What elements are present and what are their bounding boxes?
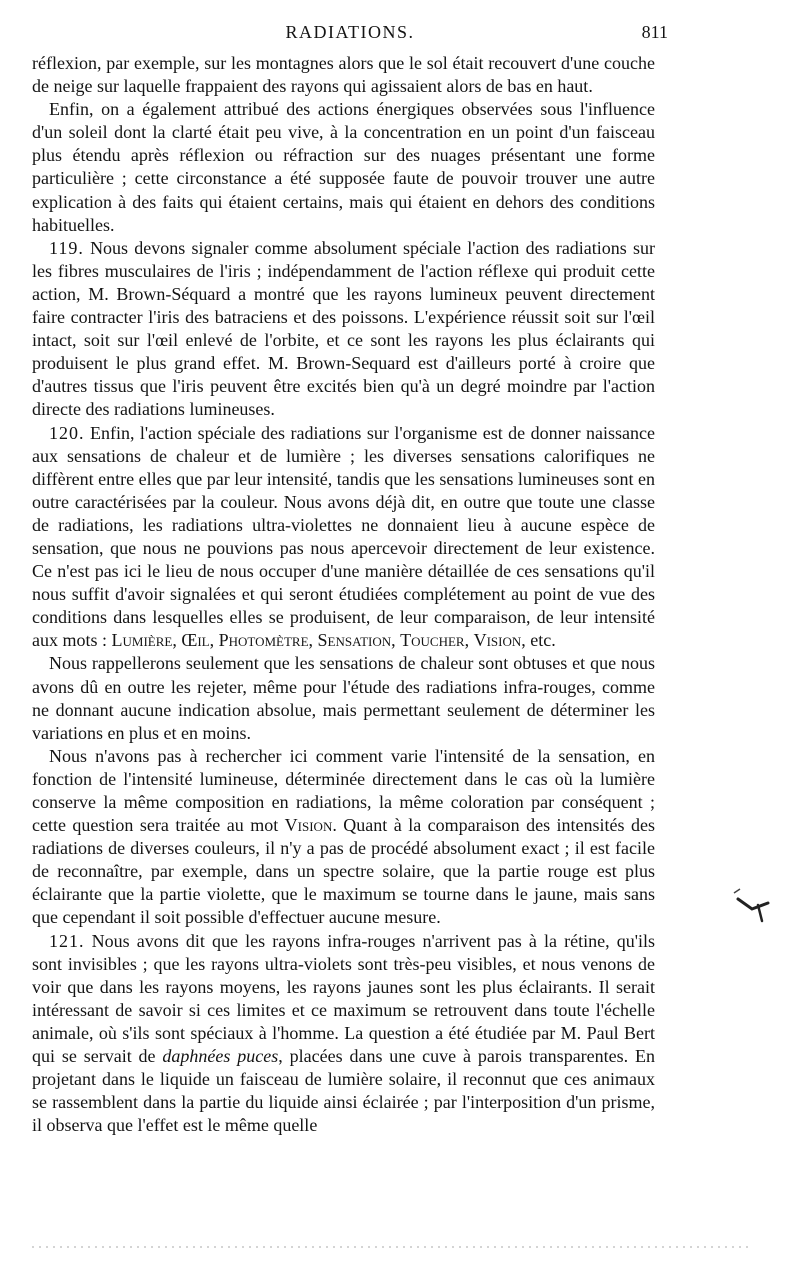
margin-ink-mark	[732, 885, 772, 925]
cross-reference: Toucher	[400, 630, 465, 651]
scan-artifact-line	[32, 1244, 752, 1250]
cross-reference: Lumière	[111, 630, 173, 651]
paragraph-text: , placées dans une cuve à parois transparentes. En projetant dans le liquide un faisceau de lumière solaire, il reconnut que ces animaux se rassemblent dans la partie du liquide ainsi éclairée ; par l'interposition d'un prisme, il observa que l'effet est le même quelle	[32, 1046, 656, 1136]
italic-term: daphnées puces	[162, 1046, 279, 1067]
running-title: RADIATIONS.	[285, 22, 415, 42]
paragraph-text: Enfin, l'action spéciale des radiations sur l'organisme est de donner naissance aux sensations de chaleur et de lumière ; les diverses sensations calorifiques ne diffèrent entre elles que par leur intensité, tandis que les sensations lumineuses sont en outre caractérisées par la couleur. Nous avons déjà dit, en outre que toute une classe de radiations, les radiations ultra-violettes ne donnaient lieu à aucune espèce de sensation, que nous ne pouvions pas nous apercevoir directement de leur existence. Ce n'est pas ici le lieu de nous occuper d'une manière détaillée de ces sensations qu'il nous suffit d'avoir signalées et qui seront étudiées complétement au point de vue des conditions dans lesquelles elles se produisent, de leur comparaison, de leur intensité aux mots :	[32, 422, 656, 651]
paragraph-text: réflexion, par exemple, sur les montagnes alors que le sol était recouvert d'une couche de neige sur laquelle frappaient des rayons qui agissaient alors de bas en haut.	[32, 53, 655, 97]
running-header	[32, 22, 668, 46]
cross-reference: Œil	[181, 630, 210, 651]
paragraph-text: Enfin, on a également attribué des actions énergiques observées sous l'influence d'un soleil dont la clarté était peu vive, à la concentration en un point d'un faisceau plus étendu après réflexion ou réfraction sur des nuages présentant une forme particulière ; cette circonstance a été supposée faute de pouvoir trouver une autre explication à des faits qui étaient certains, mais qui étaient en dehors des conditions habituelles.	[32, 99, 655, 235]
paragraph-text: etc.	[525, 630, 556, 651]
paragraph-121	[32, 930, 655, 1138]
paragraph-text: Nous devons signaler comme absolument spéciale l'action des radiations sur les fibres musculaires de l'iris ; indépendamment de l'action réflexe qui produit cette action, M. Brown-Séquard a montré que les rayons lumineux peuvent directement faire contracter l'iris des batraciens et des poissons. L'expérience réussit soit sur l'œil intact, soit sur l'œil enlevé de l'orbite, et ce sont les rayons les plus éclairants qui produisent le plus grand effet. M. Brown-Sequard est d'ailleurs porté à croire que d'autres tissus que l'iris peuvent être excités bien qu'à un degré moindre par l'action directe des radiations lumineuses.	[32, 237, 656, 420]
paragraph-text: Nous rappellerons seulement que les sensations de chaleur sont obtuses et que nous avons dû en outre les rejeter, même pour l'étude des radiations infra-rouges, comme ne donnant aucune indication absolue, mais permettant seulement de déterminer les variations en plus et en moins.	[32, 653, 655, 743]
cross-reference: Sensation	[317, 630, 392, 651]
paragraph-120: 120. Enfin, l'action spéciale des radiations sur l'organisme est de donner naissance aux sensations de chaleur et de lumière ; les diverses sensations calorifiques ne diffèrent entre elles que par leur intensité, tandis que les sensations lumineuses sont en outre caractérisées par la couleur. Nous avons déjà dit, en outre que toute une classe de radiations, les radiations ultra-violettes ne donnaient lieu à aucune espèce de sensation, que nous ne pouvions pas nous apercevoir directement de leur existence. Ce n'est pas ici le lieu de nous occuper d'une manière détaillée de ces sensations qu'il nous suffit d'avoir signalées et qui seront étudiées complétement au point de vue des conditions dans lesquelles elles se produisent, de leur comparaison, de leur intensité aux mots : Lumière, Œil, Photomètre, Sensation, Toucher, Vision, etc.	[32, 422, 656, 651]
body-text	[32, 52, 655, 1137]
paragraph-continuation	[32, 52, 655, 98]
paragraph-text: Nous n'avons pas à rechercher ici comment varie l'intensité de la sensation, en fonction de l'intensité lumineuse, déterminée directement dans le cas où la lumière conserve la même composition en radiations, la même coloration par conséquent ; cette question sera traitée au mot	[32, 745, 655, 836]
paragraph	[32, 652, 655, 744]
paragraph-text: . Quant à la comparaison des intensités des radiations de diverses couleurs, il n'y a pas de procédé absolument exact ; il est facile de reconnaître, par exemple, dans un spectre solaire, que la partie rouge est plus éclairante que la partie violette, que le maximum se tourne dans le jaune, mais sans que cependant il soit possible d'effectuer aucune mesure.	[32, 815, 655, 928]
cross-reference: Photomètre	[218, 630, 309, 651]
paragraph	[32, 745, 655, 930]
paragraph-text: Nous avons dit que les rayons infra-rouges n'arrivent pas à la rétine, qu'ils sont invisibles ; que les rayons ultra-violets sont très-peu visibles, et nous venons de voir que dans les rayons moyens, les rayons jaunes sont les plus éclairants. Il serait intéressant de savoir si ces limites et ce maximum se retrouvent dans toute l'échelle animale, où s'ils sont spéciaux à l'homme. La question a été étudiée par M. Paul Bert qui se servait de	[32, 930, 656, 1067]
section-number: 121.	[49, 930, 85, 951]
paragraph	[32, 98, 655, 237]
section-number: 120.	[49, 422, 85, 443]
cross-reference: Vision	[473, 630, 522, 651]
page-number: 811	[641, 22, 668, 42]
section-number: 119.	[49, 237, 84, 258]
paragraph-119	[32, 237, 655, 422]
cross-reference: Vision	[284, 815, 333, 836]
